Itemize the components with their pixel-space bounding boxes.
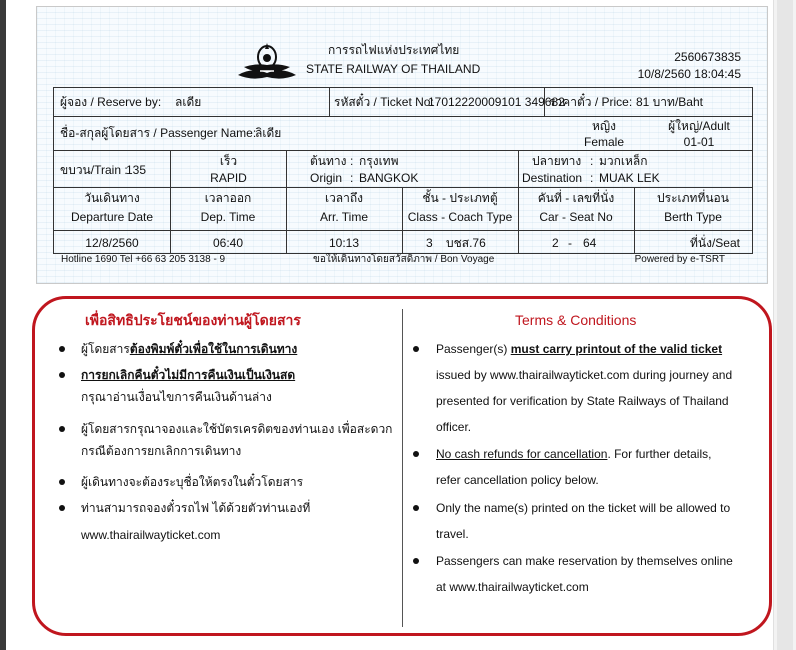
thai-rule-3-detail: กรณีต้องการยกเลิกการเดินทาง bbox=[81, 444, 242, 458]
train-type-english: RAPID bbox=[210, 171, 247, 185]
origin-colon: : bbox=[350, 154, 354, 168]
bullet bbox=[59, 346, 65, 352]
train-type-thai: เร็ว bbox=[219, 154, 238, 168]
header-class-en: Class - Coach Type bbox=[407, 210, 513, 224]
passenger-name-label: ชื่อ-สกุลผู้โดยสาร / Passenger Name: bbox=[60, 126, 257, 140]
train-ticket bbox=[36, 6, 768, 284]
en-rule-2: No cash refunds for cancellation. For further details, bbox=[436, 447, 712, 461]
bullet bbox=[59, 479, 65, 485]
thai-heading: เพื่อสิทธิประโยชน์ของท่านผู้โดยสาร bbox=[85, 312, 301, 328]
header-berth-en: Berth Type bbox=[664, 210, 722, 224]
age-code: 01-01 bbox=[683, 135, 715, 149]
origin-value: BANGKOK bbox=[359, 171, 419, 185]
bullet bbox=[413, 558, 419, 564]
destination-value: MUAK LEK bbox=[599, 171, 660, 185]
english-heading: Terms & Conditions bbox=[515, 312, 637, 328]
en-rule-2-line2: refer cancellation policy below. bbox=[436, 473, 599, 487]
en-rule-1: Passenger(s) must carry printout of the valid ticket bbox=[436, 342, 723, 356]
header-dep-thai: เวลาออก bbox=[204, 191, 252, 205]
berth-type: ที่นั่ง/Seat bbox=[690, 236, 740, 250]
reserve-by-value: ลเดีย bbox=[175, 95, 202, 109]
destination-thai-label: ปลายทาง bbox=[532, 154, 582, 168]
bullet bbox=[59, 426, 65, 432]
destination-colon: : bbox=[590, 154, 594, 168]
org-name-english: STATE RAILWAY OF THAILAND bbox=[306, 62, 481, 76]
thai-rule-2-detail: กรุณาอ่านเงื่อนไขการคืนเงินด้านล่าง bbox=[81, 390, 272, 404]
ticket-no-value: 17012220009101 349682 bbox=[428, 95, 565, 109]
header-arr-thai: เวลาถึง bbox=[324, 191, 364, 205]
terms-panel bbox=[32, 296, 772, 636]
window-left-edge bbox=[0, 0, 6, 650]
header-date-thai: วันเดินทาง bbox=[84, 191, 140, 205]
thai-rule-5: ท่านสามารถจองตั๋วรถไฟ ได้ด้วยตัวท่านเองที่ bbox=[81, 501, 311, 515]
gender-thai: หญิง bbox=[592, 119, 616, 133]
origin-thai-label: ต้นทาง bbox=[310, 154, 347, 168]
destination-colon-en: : bbox=[590, 171, 594, 185]
en-rule-1-line3: presented for verification by State Railways of Thailand bbox=[436, 394, 729, 408]
scrollbar-thumb[interactable] bbox=[777, 0, 793, 650]
en-rule-3-line2: travel. bbox=[436, 527, 469, 541]
bon-voyage: ขอให้เดินทางโดยสวัสดิภาพ / Bon Voyage bbox=[313, 254, 495, 265]
header-seat-thai: คันที่ - เลขที่นั่ง bbox=[537, 191, 615, 205]
origin-colon-en: : bbox=[350, 171, 354, 185]
en-rule-4: Passengers can make reservation by themselves online bbox=[436, 554, 733, 568]
departure-date: 12/8/2560 bbox=[85, 236, 139, 250]
panel-divider bbox=[402, 309, 403, 627]
thai-rule-1: ผู้โดยสารต้องพิมพ์ตั๋วเพื่อใช้ในการเดินทาง bbox=[81, 342, 298, 356]
en-rule-1-line2: issued by www.thairailwayticket.com during journey and bbox=[436, 368, 733, 382]
header-seat-en: Car - Seat No bbox=[539, 210, 613, 224]
thai-rule-4: ผู้เดินทางจะต้องระบุชื่อให้ตรงในตั๋วโดยสาร bbox=[81, 475, 304, 489]
thai-rule-2: การยกเลิกคืนตั๋วไม่มีการคืนเงินเป็นเงินสด bbox=[81, 368, 296, 382]
price-label: ราคาตั๋ว / Price: bbox=[549, 95, 633, 109]
bullet bbox=[413, 346, 419, 352]
en-rule-3: Only the name(s) printed on the ticket will be allowed to bbox=[436, 501, 731, 515]
srt-emblem-icon bbox=[236, 37, 298, 85]
train-label: ขบวน/Train : bbox=[60, 163, 128, 177]
price-value: 81 บาท/Baht bbox=[636, 95, 703, 109]
thai-rule-5-url[interactable]: www.thairailwayticket.com bbox=[81, 528, 221, 542]
destination-label: Destination bbox=[522, 171, 583, 185]
header-class-thai: ชั้น - ประเภทตู้ bbox=[422, 191, 498, 205]
bullet bbox=[413, 505, 419, 511]
ticket-details-table bbox=[53, 87, 753, 254]
issue-datetime: 10/8/2560 18:04:45 bbox=[637, 67, 741, 81]
coach-type: บชส.76 bbox=[446, 236, 486, 250]
departure-time: 06:40 bbox=[212, 236, 244, 250]
en-rule-1-line4: officer. bbox=[436, 420, 472, 434]
gender-english: Female bbox=[583, 135, 624, 149]
arrival-time: 10:13 bbox=[328, 236, 360, 250]
ticket-reference: 2560673835 bbox=[674, 50, 741, 64]
hotline: Hotline 1690 Tel +66 63 205 3138 - 9 bbox=[61, 254, 226, 265]
train-number: 135 bbox=[126, 163, 147, 177]
passenger-name-value: ลิเดีย bbox=[255, 126, 282, 140]
bullet bbox=[59, 505, 65, 511]
org-name-thai: การรถไฟแห่งประเทศไทย bbox=[328, 43, 460, 57]
car-number: 2 bbox=[552, 236, 559, 250]
destination-thai: มวกเหล็ก bbox=[599, 154, 648, 168]
seat-separator: - bbox=[568, 236, 572, 250]
en-rule-4-line2[interactable]: at www.thairailwayticket.com bbox=[436, 580, 589, 594]
bullet bbox=[59, 372, 65, 378]
seat-number: 64 bbox=[583, 236, 597, 250]
origin-thai: กรุงเทพ bbox=[359, 154, 399, 168]
reserve-by-label: ผู้จอง / Reserve by: bbox=[60, 95, 162, 109]
header-dep-en: Dep. Time bbox=[200, 210, 256, 224]
thai-rule-3: ผู้โดยสารกรุณาจองและใช้บัตรเครดิตของท่านเอง เพื่อสะดวก bbox=[81, 422, 393, 436]
ticket-no-label: รหัสตั๋ว / Ticket No: bbox=[334, 95, 434, 109]
bullet bbox=[413, 451, 419, 457]
age-type: ผู้ใหญ่/Adult bbox=[668, 119, 730, 133]
vertical-scrollbar[interactable] bbox=[773, 0, 796, 650]
powered-by: Powered by e-TSRT bbox=[634, 254, 725, 265]
header-arr-en: Arr. Time bbox=[319, 210, 368, 224]
header-berth-thai: ประเภทที่นอน bbox=[657, 191, 729, 205]
class-number: 3 bbox=[426, 236, 433, 250]
origin-label: Origin bbox=[310, 171, 343, 185]
header-date-en: Departure Date bbox=[70, 210, 154, 224]
